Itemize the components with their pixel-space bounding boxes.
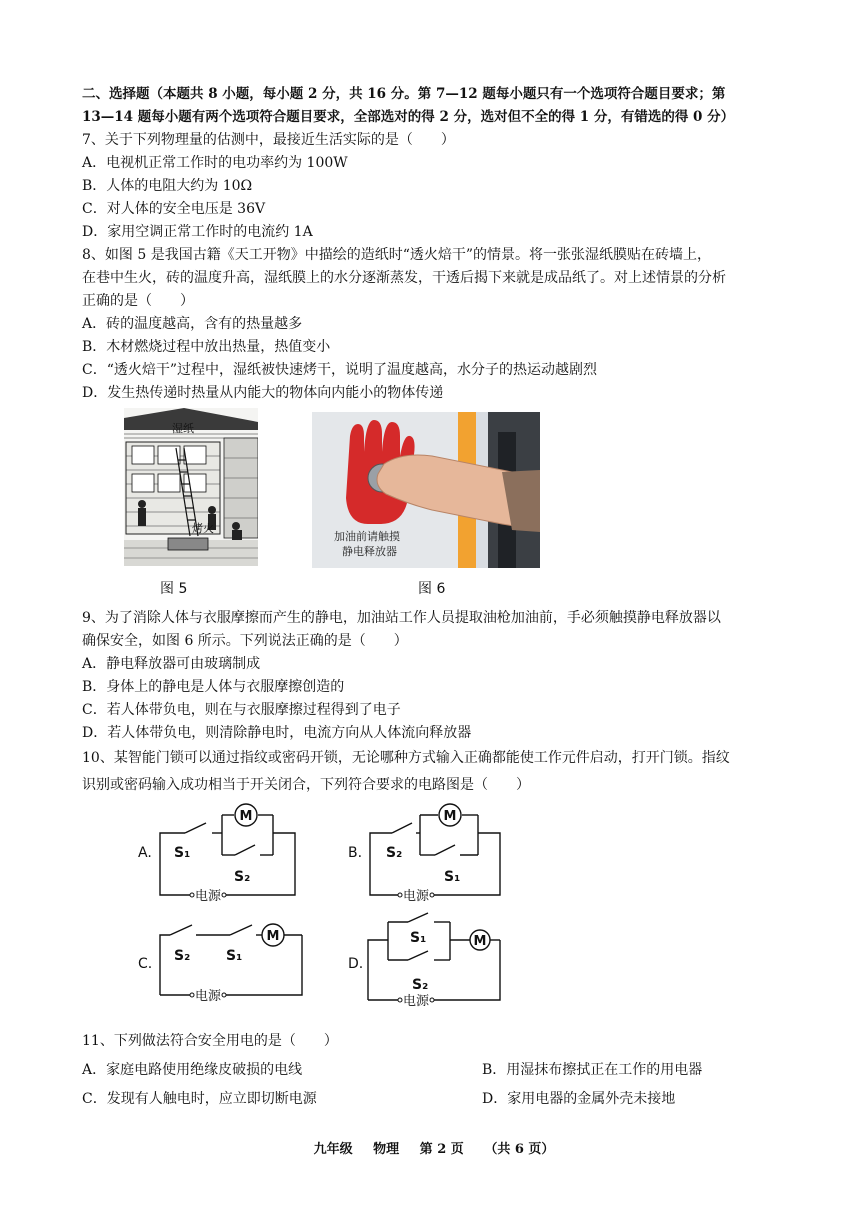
q11-option-c: C．发现有人触电时，应立即切断电源 <box>82 1091 317 1107</box>
circuit-c-switch-first: S₂ <box>174 948 191 964</box>
footer-page-number: 第 2 页 <box>419 1142 464 1157</box>
q7-stem: 7、关于下列物理量的估测中，最接近生活实际的是（ ） <box>82 132 455 148</box>
fig6-sign-line1: 加油前请触摸 <box>334 530 400 543</box>
q10-stem-line2: 识别或密码输入成功相当于开关闭合，下列符合要求的电路图是（ ） <box>82 777 530 793</box>
circuit-d-motor: M <box>473 934 487 949</box>
q7-option-a: A．电视机正常工作时的电功率约为 100W <box>82 155 348 171</box>
q9-stem-line2: 确保安全，如图 6 所示。下列说法正确的是（ ） <box>82 633 408 649</box>
q7-option-b: B．人体的电阻大约为 10Ω <box>82 178 253 194</box>
circuit-c-switch-second: S₁ <box>226 948 243 964</box>
q8-option-b: B．木材燃烧过程中放出热量，热值变小 <box>82 339 331 355</box>
fig6-sign-line2: 静电释放器 <box>342 545 397 558</box>
circuit-a-switch-bottom: S₂ <box>234 869 251 885</box>
q8-option-c: C．“透火焙干”过程中，湿纸被快速烤干，说明了温度越高，水分子的热运动越剧烈 <box>82 362 598 378</box>
q11-option-d: D．家用电器的金属外壳未接地 <box>482 1091 676 1107</box>
q9-option-b: B．身体上的静电是人体与衣服摩擦创造的 <box>82 679 345 695</box>
figure-6-caption: 图 6 <box>418 581 446 597</box>
circuit-d <box>368 913 500 1000</box>
circuit-diagrams <box>130 795 530 1020</box>
circuit-c-label: C. <box>138 956 153 972</box>
circuit-b-label: B. <box>348 845 363 861</box>
q8-option-d: D．发生热传递时热量从内能大的物体向内能小的物体传递 <box>82 385 444 401</box>
section-header-line1: 二、选择题（本题共 8 小题，每小题 2 分，共 16 分。第 7—12 题每小题只有一个选项符合题目要求；第 <box>82 86 726 102</box>
q10-stem-line1: 10、某智能门锁可以通过指纹或密码开锁，无论哪种方式输入正确都能使工作元件启动，打开门锁。指纹 <box>82 750 730 766</box>
circuit-d-source: 电源 <box>403 994 430 1009</box>
circuit-a-motor: M <box>239 809 253 824</box>
circuit-c-motor: M <box>266 929 280 944</box>
q11-option-b: B．用湿抹布擦拭正在工作的用电器 <box>482 1062 703 1078</box>
q7-option-c: C．对人体的安全电压是 36V <box>82 201 266 217</box>
circuit-a-switch-top: S₁ <box>174 845 191 861</box>
figure-5-woodcut <box>124 408 258 566</box>
q8-option-a: A．砖的温度越高，含有的热量越多 <box>82 316 303 332</box>
circuit-b-motor: M <box>443 809 457 824</box>
q9-stem-line1: 9、为了消除人体与衣服摩擦而产生的静电，加油站工作人员提取油枪加油前，手必须触摸静电释放器以 <box>82 610 721 626</box>
circuit-c-source: 电源 <box>195 989 222 1004</box>
q8-stem-line1: 8、如图 5 是我国古籍《天工开物》中描绘的造纸时“透火焙干”的情景。将一张张湿纸膜贴在砖墙上， <box>82 247 712 263</box>
circuit-b-switch-bottom: S₁ <box>444 869 461 885</box>
section-header-line2: 13—14 题每小题有两个选项符合题目要求，全部选对的得 2 分，选对但不全的得 1 分，有错选的得 0 分） <box>82 109 735 125</box>
page-footer <box>0 1138 868 1157</box>
q7-option-d: D．家用空调正常工作时的电流约 1A <box>82 224 313 240</box>
circuit-b-source: 电源 <box>403 889 430 904</box>
footer-total-pages: （共 6 页） <box>484 1142 555 1157</box>
circuit-a-label: A. <box>138 845 152 861</box>
circuit-d-switch-bottom: S₂ <box>412 977 429 993</box>
q8-stem-line2: 在巷中生火，砖的温度升高，湿纸膜上的水分逐渐蒸发，干透后揭下来就是成品纸了。对上述情景的分析 <box>82 270 726 286</box>
q8-stem-line3: 正确的是（ ） <box>82 293 194 309</box>
circuit-a-source: 电源 <box>195 889 222 904</box>
footer-grade: 九年级 <box>313 1142 353 1157</box>
q9-option-a: A．静电释放器可由玻璃制成 <box>82 656 261 672</box>
fig5-label-wet-paper: 湿纸 <box>172 422 194 435</box>
circuit-b-switch-top: S₂ <box>386 845 403 861</box>
circuit-d-label: D. <box>348 956 364 972</box>
q9-option-d: D．若人体带负电，则清除静电时，电流方向从人体流向释放器 <box>82 725 472 741</box>
q11-option-a: A．家庭电路使用绝缘皮破损的电线 <box>82 1062 303 1078</box>
figure-5-caption: 图 5 <box>160 581 188 597</box>
footer-subject: 物理 <box>373 1142 400 1157</box>
figure-6-photo <box>312 412 540 568</box>
q11-stem: 11、下列做法符合安全用电的是（ ） <box>82 1033 338 1049</box>
fig5-label-fire: 烤火 <box>192 522 214 535</box>
q9-option-c: C．若人体带负电，则在与衣服摩擦过程得到了电子 <box>82 702 401 718</box>
circuit-d-switch-top: S₁ <box>410 930 427 946</box>
